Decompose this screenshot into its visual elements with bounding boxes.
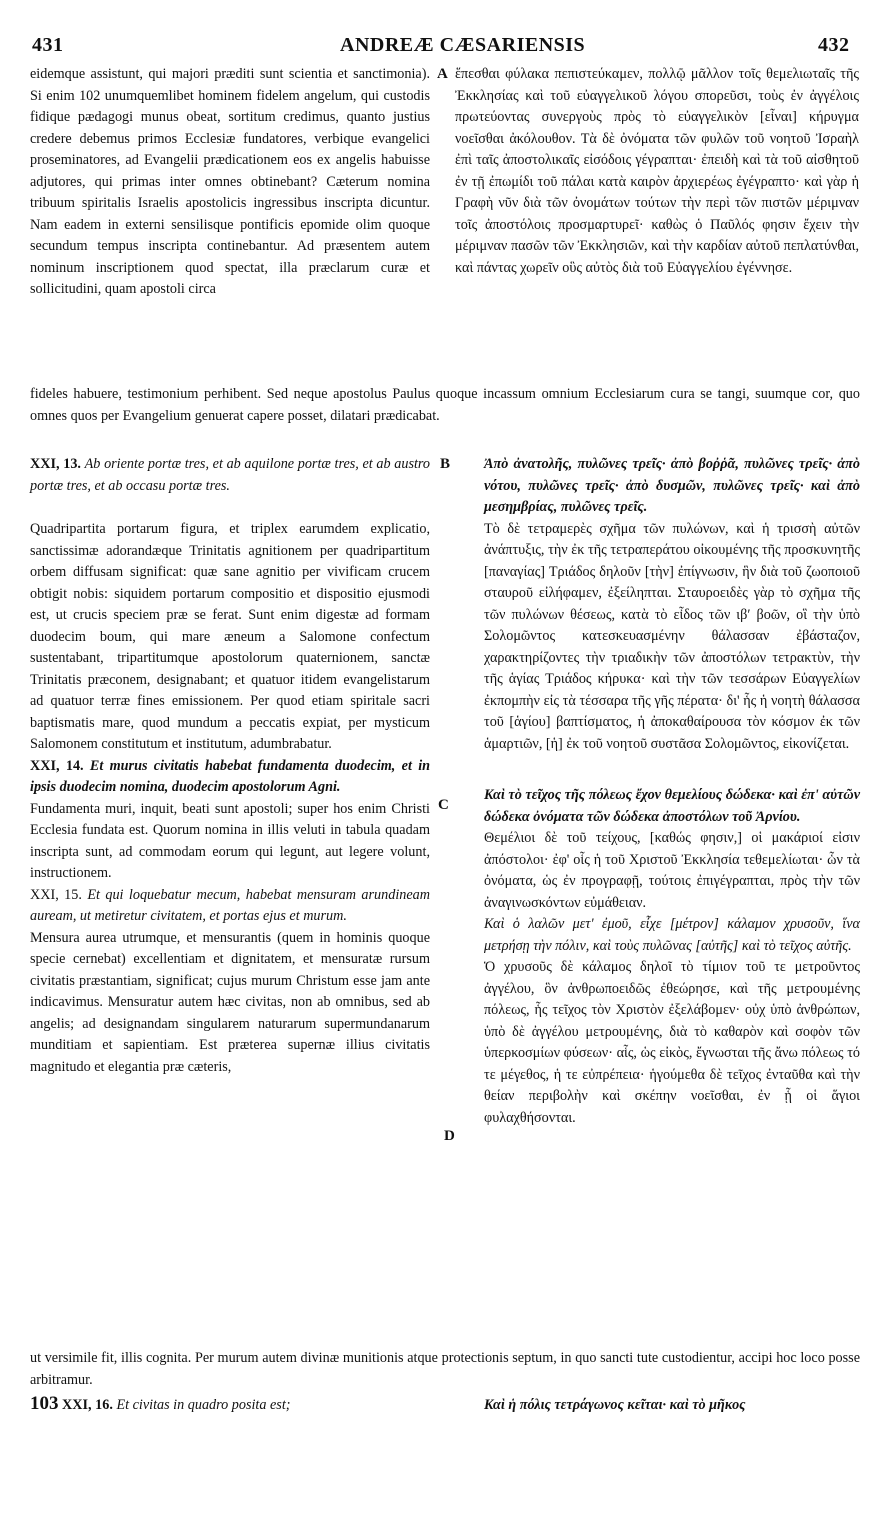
greek-paragraph-1: ἕπεσθαι φύλακα πεπιστεύκαμεν, πολλῷ μᾶλλον τοῖς θεμελιωταῖς τῆς Ἐκκλησίας καὶ τοῦ εὐαγγελικοῦ λόγου σπορεῦσι, τοὺς ἐν ἀγγέλοις πρωτεύοντας συνεργοὺς πρὸς τὸ εὐαγγελικὸν [εἶναι] κήρυγμα νοεῖσθαι ἀκόλουθον. Τὰ δὲ ὀνόματα τῶν φυλῶν τοῦ νοητοῦ Ἰσραὴλ ἐπὶ ταῖς ἀποστολικαῖς εἰσόδοις γέγραπται· ἐπειδὴ καὶ τὰ τοῦ αἰσθητοῦ ἐν τῇ ἐπωμίδι τοῦ πάλαι κατὰ καιρὸν ἀρχιερέως ἐγέγραπτο· καὶ γὰρ ἡ Γραφὴ νῦν διὰ τῶν ὀνομάτων τούτων τὴν περὶ τῶν πιστῶν μέριμναν τοῖς ἀποστόλοις προσμαρτυρεῖ· καθὼς ὁ Παῦλός φησιν ἔχειν τὴν μέριμναν πασῶν τῶν Ἐκκλησιῶν, καὶ τὴν καρδίαν αὐτοῦ πεπλατύνθαι, καὶ πάντας χωρεῖν οὓς αὐτὸς διὰ τοῦ Εὐαγγελίου ἐγέννησε. (455, 66, 859, 276)
lemma-21-14 (30, 756, 430, 799)
running-title: ANDREÆ CÆSARIENSIS (340, 34, 586, 56)
latin-paragraph-2: Quadripartita portarum figura, et triplex earumdem explicatio, sanctissimæ adorandæque Trinitatis agnitionem per quadripartitum orbem diffusam significat: quæ sane agnitio per vivificam crucem obtigit nobis: siquidem portarum compositio et dispositio ejusmodi est, ut crucis speciem præ se ferat. Sunt enim digestæ ad formam duodecim boum, qui mare æneum a Salomone confectum sustentabant, tripartitumque apostolorum quaternionem, sanctæ Trinitatis præconem, designabant; et quatuor itidem evangelistarum ad quatuor terræ fines emissionem. Per quod etiam spiritale sacri baptismatis mare, quod mundum a peccatis expiat, per mysticum Salomonem constitutum et institutum, adumbrabatur. (30, 521, 430, 752)
latin-paragraph-4: Mensura aurea utrumque, et mensurantis (quem in hominis quoque specie cernebat) excellentiam et dignitatem, et mensuratæ rursum civitatis præstantiam, significat; cujus murum Christum esse jam ante indicavimus. Mensuratur autem hæc civitas, non ab omnibus, sed ab angelis; ad designandam singularem naturarum supermundanarum munditiam et sapientiam. Est præterea supernæ illius civitatis magnitudo et elegantia præ cæteris, (30, 929, 430, 1075)
greek-paragraph-3: Θεμέλιοι δὲ τοῦ τείχους, [καθώς φησιν,] οἱ μακάριοί εἰσιν ἀπόστολοι· ἐφ' οἷς ἡ τοῦ Χριστοῦ Ἐκκλησία τεθεμελίωται· ὧν τὰ ὀνόματα, ὡς ἐν προγραφῇ, τούτοις ἐπιγέγραπται, πρὸς τὴν τῶν ἀναγινωσκόντων εὐμάθειαν. (484, 830, 860, 911)
verse-lemma: Et civitas in quadro posita est; (116, 1397, 291, 1413)
verse-ref: XXI, 14. (30, 757, 84, 774)
margin-marker-c: C (438, 797, 449, 813)
greek-lemma-16: Καὶ ἡ πόλις τετράγωνος κεῖται· καὶ τὸ μῆκος (484, 1397, 746, 1413)
margin-marker-b: B (440, 456, 451, 472)
verse-lemma: Ab oriente portæ tres, et ab aquilone portæ tres, et ab austro portæ tres, et ab occasu portæ tres. (30, 456, 430, 494)
greek-column-top (455, 64, 859, 279)
greek-paragraph-4: Ὁ χρυσοῦς δὲ κάλαμος δηλοῖ τὸ τίμιον τοῦ τε μετροῦντος ἀγγέλου, ὃν ἀνθρωποειδῶς ἐθεώρησε, καὶ τῆς μετρουμένης πόλεως, ἧς τεῖχος τὸν Χριστὸν ἐξελάβομεν· οὐχ ὑπὸ ἀνθρώπων, ὑπὸ δὲ ἀγγέλου μετρουμένης, διὰ τὸ καθαρὸν καὶ σοφὸν τῶν ὑπερκοσμίων φύσεων· αἷς, ὡς εἰκὸς, ἔγνωσται τῆς ἄνω πόλεως τό τε μέγεθος, ἡ τε εὐπρέπεια· ἡγούμεθα δὲ τεῖχος ἐνταῦθα καὶ τὴν θείαν περιβολὴν καὶ σκέπην νοεῖσθαι, ἐν ᾗ οἱ ἅγιοι φυλαχθήσονται. (484, 959, 860, 1126)
column-number: 103 (30, 1393, 59, 1414)
greek-lemma-13: Ἀπὸ ἀνατολῆς, πυλῶνες τρεῖς· ἀπὸ βοῤῥᾶ, πυλῶνες τρεῖς· ἀπὸ νότου, πυλῶνες τρεῖς· ἀπὸ δυσμῶν, πυλῶνες τρεῖς· καὶ ἀπὸ μεσημβρίας, πυλῶνες τρεῖς. (484, 456, 860, 515)
verse-ref: XXI, 16. (62, 1397, 113, 1413)
page-number-left: 431 (32, 34, 64, 56)
greek-lemma-14: Καὶ τὸ τεῖχος τῆς πόλεως ἔχον θεμελίους δώδεκα· καὶ ἐπ' αὐτῶν δώδεκα ὀνόματα τῶν δώδεκα ἀποστόλων τοῦ Ἀρνίου. (484, 787, 860, 825)
lemma-21-13 (30, 454, 430, 497)
latin-column-middle (30, 454, 430, 1078)
latin-fullwidth-1: fideles habuere, testimonium perhibent. Sed neque apostolus Paulus quoque incassum omnium Ecclesiarum cura se tangi, suumque cor, quo omnes quos per Evangelium genuerat capere posset, dilatari prædicabat. (30, 386, 860, 424)
greek-paragraph-2: Τὸ δὲ τετραμερὲς σχῆμα τῶν πυλώνων, καὶ ἡ τρισσὴ αὐτῶν ἀνάπτυξις, τὴν ἐκ τῆς τετραπεράτου οἰκουμένης τῆς προσκυνητῆς [παναγίας] Τριάδος δηλοῦν [τὴν] ἐπίγνωσιν, ἣν διὰ τοῦ ζωοποιοῦ σταυροῦ εἰλήφαμεν, ἐξείληπται. Σταυροειδὲς γὰρ τὸ σχῆμα τῆς τῶν πυλώνων θέσεως, κατὰ τὸ εἶδος τῶν ιβʹ βοῶν, οἳ τὴν ὑπὸ Σολομῶντος κατεσκευασμένην θάλασσαν ἐβάσταζον, χαρακτηρίζοντες τὴν τριαδικὴν τῶν ἀποστόλων τετρακτὺν, τὴν τῆς ἁγίας Τριάδος κήρυκα· καὶ τὴν τῶν τεσσάρων Εὐαγγελίων ἐκπομπὴν εἰς τὰ τέσσαρα τῆς γῆς πέρατα· δι' ἧς ἡ νοητὴ θάλασσα τοῦ [ἁγίου] βαπτίσματος, ἡ ἀποκαθαίρουσα τὸν κόσμον ἐκ τῶν ἁμαρτιῶν, [ἡ] ἐκ τοῦ νοητοῦ συστᾶσα Σολομῶντος, εἰκονίζεται. (484, 520, 860, 752)
margin-marker-d: D (444, 1128, 455, 1144)
page-number-right: 432 (818, 34, 850, 56)
greek-lemma-15: Καὶ ὁ λαλῶν μετ' ἐμοῦ, εἶχε [μέτρον] κάλαμον χρυσοῦν, ἵνα μετρήσῃ τὴν πόλιν, καὶ τοὺς πυλῶνας [αὐτῆς] καὶ τὸ τεῖχος αὐτῆς. (484, 916, 860, 954)
latin-paragraph-1: eidemque assistunt, qui majori præditi sunt scientia et sanctimonia). Si enim 102 unumquemlibet hominem fidelem angelum, qui custodis fidique pædagogi munus obeat, sortitum credimus, quanto justius credere debemus primos Ecclesiæ fundatores, verbique evangelici proseminatores, ad Evangelii prædicationem eos ex angelis habuisse adjutores, qui primas inter omnes obtinebant? Cæterum nomina tribuum spiritalis Israelis apostolicis ingressibus inscripta dicuntur. Nam eadem in externi sensilisque pontificis epomide olim quoque secundum tempus inscripta continebantur. Ad præsentem autem nominum inscriptionem quod spectat, illa præclarum curæ et sollicitudini, quam apostoli circa (30, 66, 430, 297)
verse-lemma: Et murus civitatis habebat fundamenta duodecim, et in ipsis duodecim nomina, duodecim apostolorum Agni. (30, 757, 431, 795)
latin-fullwidth-2: ut versimile fit, illis cognita. Per murum autem divinæ munitionis atque protectionis septum, in quo sancti tute custodientur, accipi hoc loco posse arbitramur. (30, 1350, 860, 1388)
greek-column-middle (484, 454, 860, 1129)
latin-paragraph-3: Fundamenta muri, inquit, beati sunt apostoli; super hos enim Christi Ecclesia fundata est. Quorum nomina in illis veluti in tabula quadam inscripta sunt, ad commodam eorum qui legunt, aut legere volunt, instructionem. (30, 800, 430, 881)
margin-marker-a: A (437, 66, 448, 82)
verse-ref: XXI, 13. (30, 456, 81, 472)
lemma-21-15 (30, 885, 430, 928)
latin-column-top (30, 64, 430, 301)
lemma-21-16 (30, 1393, 450, 1417)
verse-ref: XXI, 15. (30, 886, 82, 903)
verse-lemma: Et qui loquebatur mecum, habebat mensuram arundineam auream, ut metiretur civitatem, et portas ejus et murum. (30, 886, 430, 924)
